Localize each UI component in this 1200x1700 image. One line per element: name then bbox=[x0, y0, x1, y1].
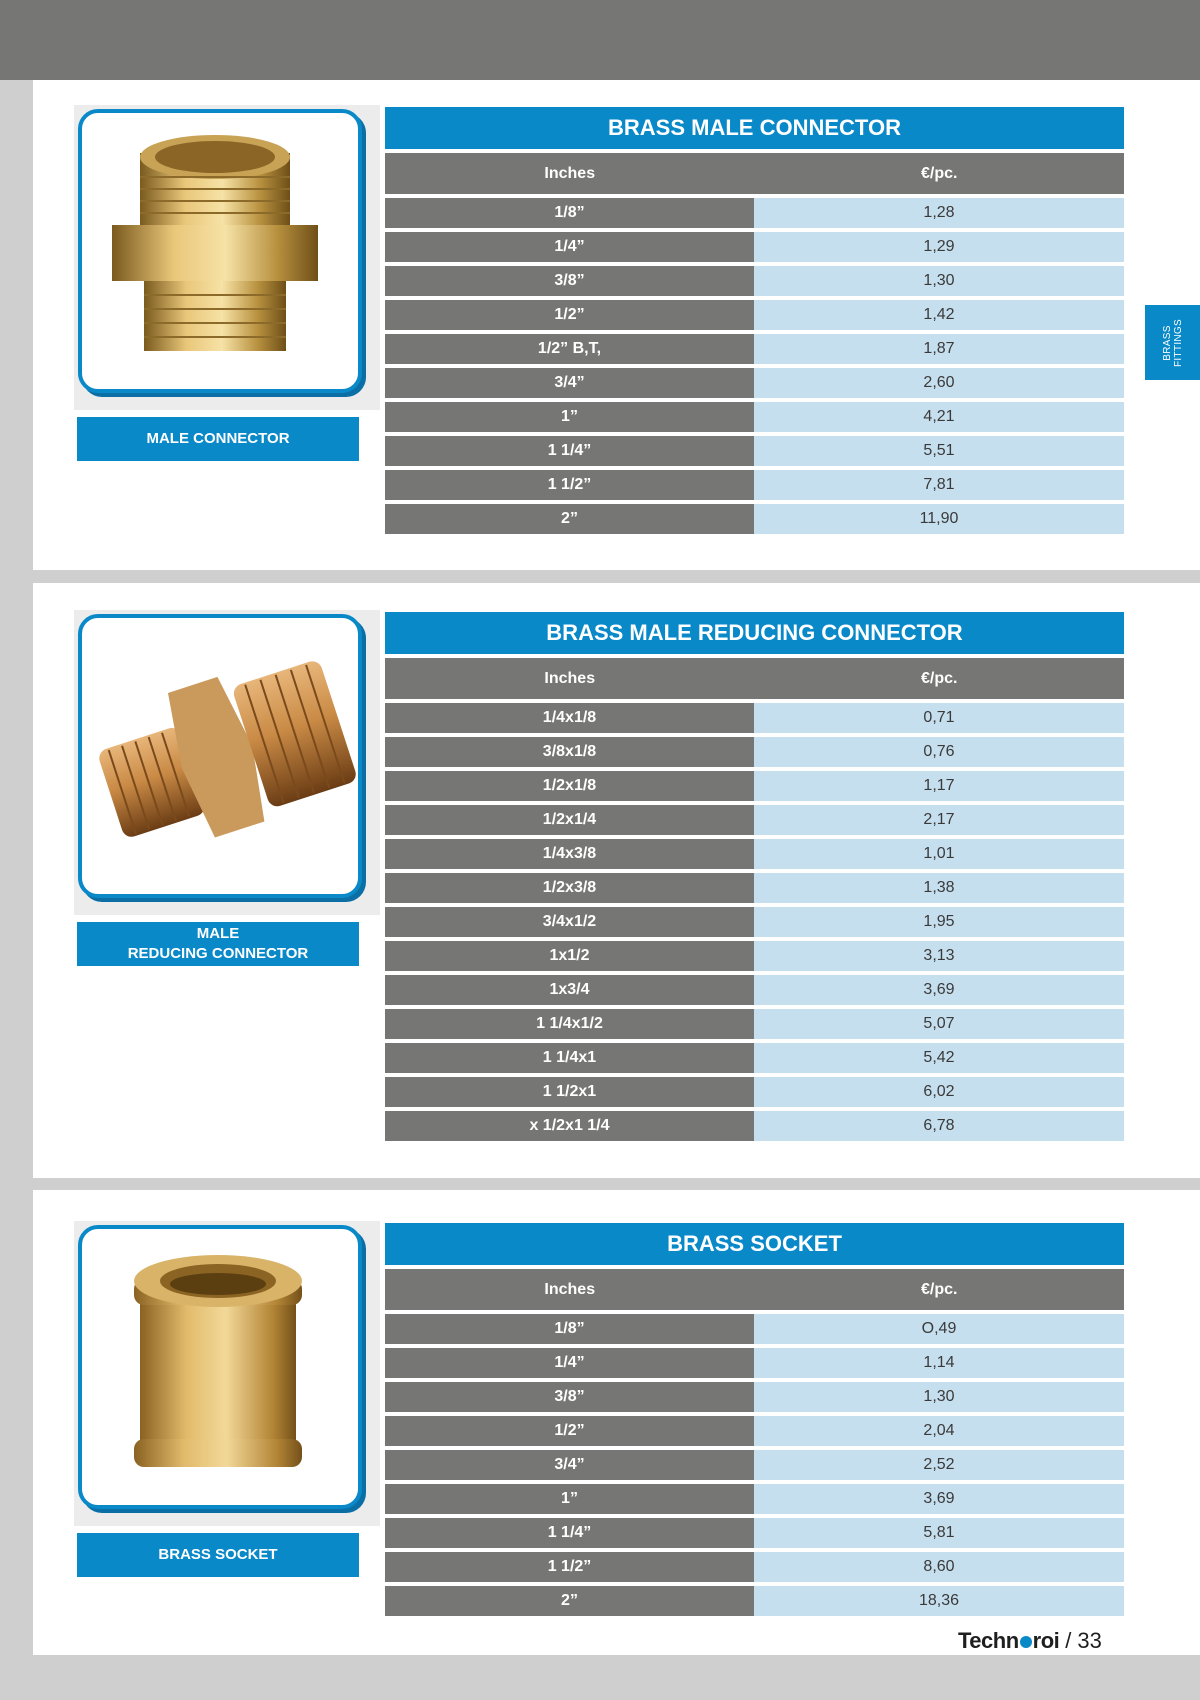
table-row bbox=[385, 737, 1124, 767]
size-cell: 1 1/4x1 bbox=[385, 1043, 754, 1073]
size-cell: 1 1/2x1 bbox=[385, 1077, 754, 1107]
size-cell: 1/4x1/8 bbox=[385, 703, 754, 733]
brand-logo-text-end: roi bbox=[1032, 1628, 1060, 1653]
price-cell: 1,30 bbox=[754, 266, 1124, 296]
table-title: BRASS MALE REDUCING CONNECTOR bbox=[385, 612, 1124, 654]
table-row bbox=[385, 1518, 1124, 1548]
product-photo-socket bbox=[74, 1221, 380, 1526]
brand-logo bbox=[958, 1628, 1059, 1654]
column-header-price: €/pc. bbox=[921, 669, 958, 687]
price-cell: 1,30 bbox=[754, 1382, 1124, 1412]
size-cell: 1 1/4x1/2 bbox=[385, 1009, 754, 1039]
table-row bbox=[385, 1077, 1124, 1107]
table-row bbox=[385, 771, 1124, 801]
size-cell: 1 1/4” bbox=[385, 1518, 754, 1548]
top-banner bbox=[0, 0, 1200, 80]
table-rows bbox=[385, 198, 1124, 534]
price-cell: 6,02 bbox=[754, 1077, 1124, 1107]
size-cell: 1/4” bbox=[385, 1348, 754, 1378]
price-cell: 4,21 bbox=[754, 402, 1124, 432]
table-row bbox=[385, 873, 1124, 903]
product-photo-male-connector bbox=[74, 105, 380, 410]
table-row bbox=[385, 907, 1124, 937]
price-cell: 3,69 bbox=[754, 975, 1124, 1005]
table-row bbox=[385, 1314, 1124, 1344]
size-cell: 1/8” bbox=[385, 198, 754, 228]
size-cell: 1/2” B,T, bbox=[385, 334, 754, 364]
column-header-inches: Inches bbox=[544, 1280, 596, 1298]
price-cell: 3,13 bbox=[754, 941, 1124, 971]
price-cell: 1,42 bbox=[754, 300, 1124, 330]
price-cell: O,49 bbox=[754, 1314, 1124, 1344]
table-row bbox=[385, 266, 1124, 296]
price-cell: 1,38 bbox=[754, 873, 1124, 903]
column-header-inches: Inches bbox=[544, 164, 596, 182]
price-cell: 5,81 bbox=[754, 1518, 1124, 1548]
size-cell: 1/2” bbox=[385, 1416, 754, 1446]
column-header-price: €/pc. bbox=[921, 1280, 958, 1298]
table-row bbox=[385, 1552, 1124, 1582]
price-cell: 2,60 bbox=[754, 368, 1124, 398]
size-cell: 1/2” bbox=[385, 300, 754, 330]
price-cell: 18,36 bbox=[754, 1586, 1124, 1616]
table-row bbox=[385, 1450, 1124, 1480]
table-row bbox=[385, 470, 1124, 500]
photo-frame bbox=[78, 109, 362, 393]
table-row bbox=[385, 1382, 1124, 1412]
product-label: MALE REDUCING CONNECTOR bbox=[77, 922, 359, 966]
size-cell: 3/4” bbox=[385, 1450, 754, 1480]
size-cell: 1” bbox=[385, 1484, 754, 1514]
size-cell: 1/8” bbox=[385, 1314, 754, 1344]
table-row bbox=[385, 198, 1124, 228]
size-cell: 1/2x3/8 bbox=[385, 873, 754, 903]
size-cell: 1 1/2” bbox=[385, 470, 754, 500]
size-cell: 1x1/2 bbox=[385, 941, 754, 971]
table-row bbox=[385, 941, 1124, 971]
size-cell: 1/2x1/4 bbox=[385, 805, 754, 835]
table-header-row bbox=[385, 658, 1124, 699]
table-row bbox=[385, 1111, 1124, 1141]
table-row bbox=[385, 504, 1124, 534]
price-cell: 0,71 bbox=[754, 703, 1124, 733]
size-cell: 1 1/4” bbox=[385, 436, 754, 466]
table-header-row bbox=[385, 1269, 1124, 1310]
table-row bbox=[385, 703, 1124, 733]
price-cell: 1,28 bbox=[754, 198, 1124, 228]
column-header-inches: Inches bbox=[544, 669, 596, 687]
table-row bbox=[385, 805, 1124, 835]
size-cell: 3/4” bbox=[385, 368, 754, 398]
table-row bbox=[385, 300, 1124, 330]
table-row bbox=[385, 436, 1124, 466]
price-cell: 1,29 bbox=[754, 232, 1124, 262]
photo-frame bbox=[78, 614, 362, 898]
page-number: 33 bbox=[1077, 1628, 1102, 1653]
size-cell: 2” bbox=[385, 504, 754, 534]
price-cell: 7,81 bbox=[754, 470, 1124, 500]
price-cell: 5,42 bbox=[754, 1043, 1124, 1073]
price-cell: 6,78 bbox=[754, 1111, 1124, 1141]
price-cell: 2,52 bbox=[754, 1450, 1124, 1480]
table-row bbox=[385, 1009, 1124, 1039]
size-cell: 1” bbox=[385, 402, 754, 432]
table-title: BRASS MALE CONNECTOR bbox=[385, 107, 1124, 149]
price-cell: 8,60 bbox=[754, 1552, 1124, 1582]
table-rows bbox=[385, 1314, 1124, 1616]
table-row bbox=[385, 1348, 1124, 1378]
price-table-male-connector bbox=[385, 107, 1124, 538]
table-row bbox=[385, 975, 1124, 1005]
category-side-tab-text: BRASS FITTINGS bbox=[1161, 318, 1184, 367]
price-cell: 1,87 bbox=[754, 334, 1124, 364]
table-row bbox=[385, 368, 1124, 398]
page-footer bbox=[958, 1624, 1102, 1658]
price-cell: 5,51 bbox=[754, 436, 1124, 466]
photo-frame bbox=[78, 1225, 362, 1509]
size-cell: 1x3/4 bbox=[385, 975, 754, 1005]
price-cell: 5,07 bbox=[754, 1009, 1124, 1039]
table-row bbox=[385, 232, 1124, 262]
table-row bbox=[385, 1586, 1124, 1616]
size-cell: 3/4x1/2 bbox=[385, 907, 754, 937]
price-cell: 1,17 bbox=[754, 771, 1124, 801]
size-cell: 1/4x3/8 bbox=[385, 839, 754, 869]
price-table-reducing-connector bbox=[385, 612, 1124, 1145]
size-cell: 3/8” bbox=[385, 266, 754, 296]
price-table-socket bbox=[385, 1223, 1124, 1620]
product-photo-reducing-connector bbox=[74, 610, 380, 915]
brass-male-connector-image bbox=[82, 113, 358, 389]
table-header-row bbox=[385, 153, 1124, 194]
brass-male-reducing-connector-image bbox=[82, 618, 358, 894]
price-cell: 2,04 bbox=[754, 1416, 1124, 1446]
price-cell: 1,01 bbox=[754, 839, 1124, 869]
table-row bbox=[385, 1416, 1124, 1446]
column-header-price: €/pc. bbox=[921, 164, 958, 182]
price-cell: 2,17 bbox=[754, 805, 1124, 835]
size-cell: 1/4” bbox=[385, 232, 754, 262]
table-row bbox=[385, 839, 1124, 869]
table-row bbox=[385, 402, 1124, 432]
table-rows bbox=[385, 703, 1124, 1141]
size-cell: 3/8” bbox=[385, 1382, 754, 1412]
size-cell: 2” bbox=[385, 1586, 754, 1616]
price-cell: 3,69 bbox=[754, 1484, 1124, 1514]
footer-separator: / bbox=[1065, 1628, 1072, 1653]
size-cell: 3/8x1/8 bbox=[385, 737, 754, 767]
table-row bbox=[385, 1043, 1124, 1073]
brand-logo-text-start: Techn bbox=[958, 1628, 1019, 1653]
product-label: BRASS SOCKET bbox=[77, 1533, 359, 1577]
size-cell: 1/2x1/8 bbox=[385, 771, 754, 801]
table-row bbox=[385, 334, 1124, 364]
table-title: BRASS SOCKET bbox=[385, 1223, 1124, 1265]
product-label: MALE CONNECTOR bbox=[77, 417, 359, 461]
price-cell: 1,14 bbox=[754, 1348, 1124, 1378]
price-cell: 0,76 bbox=[754, 737, 1124, 767]
price-cell: 11,90 bbox=[754, 504, 1124, 534]
category-side-tab bbox=[1145, 305, 1200, 380]
price-cell: 1,95 bbox=[754, 907, 1124, 937]
size-cell: x 1/2x1 1/4 bbox=[385, 1111, 754, 1141]
brand-dot-icon bbox=[1020, 1636, 1032, 1648]
table-row bbox=[385, 1484, 1124, 1514]
brass-socket-image bbox=[82, 1229, 358, 1505]
size-cell: 1 1/2” bbox=[385, 1552, 754, 1582]
